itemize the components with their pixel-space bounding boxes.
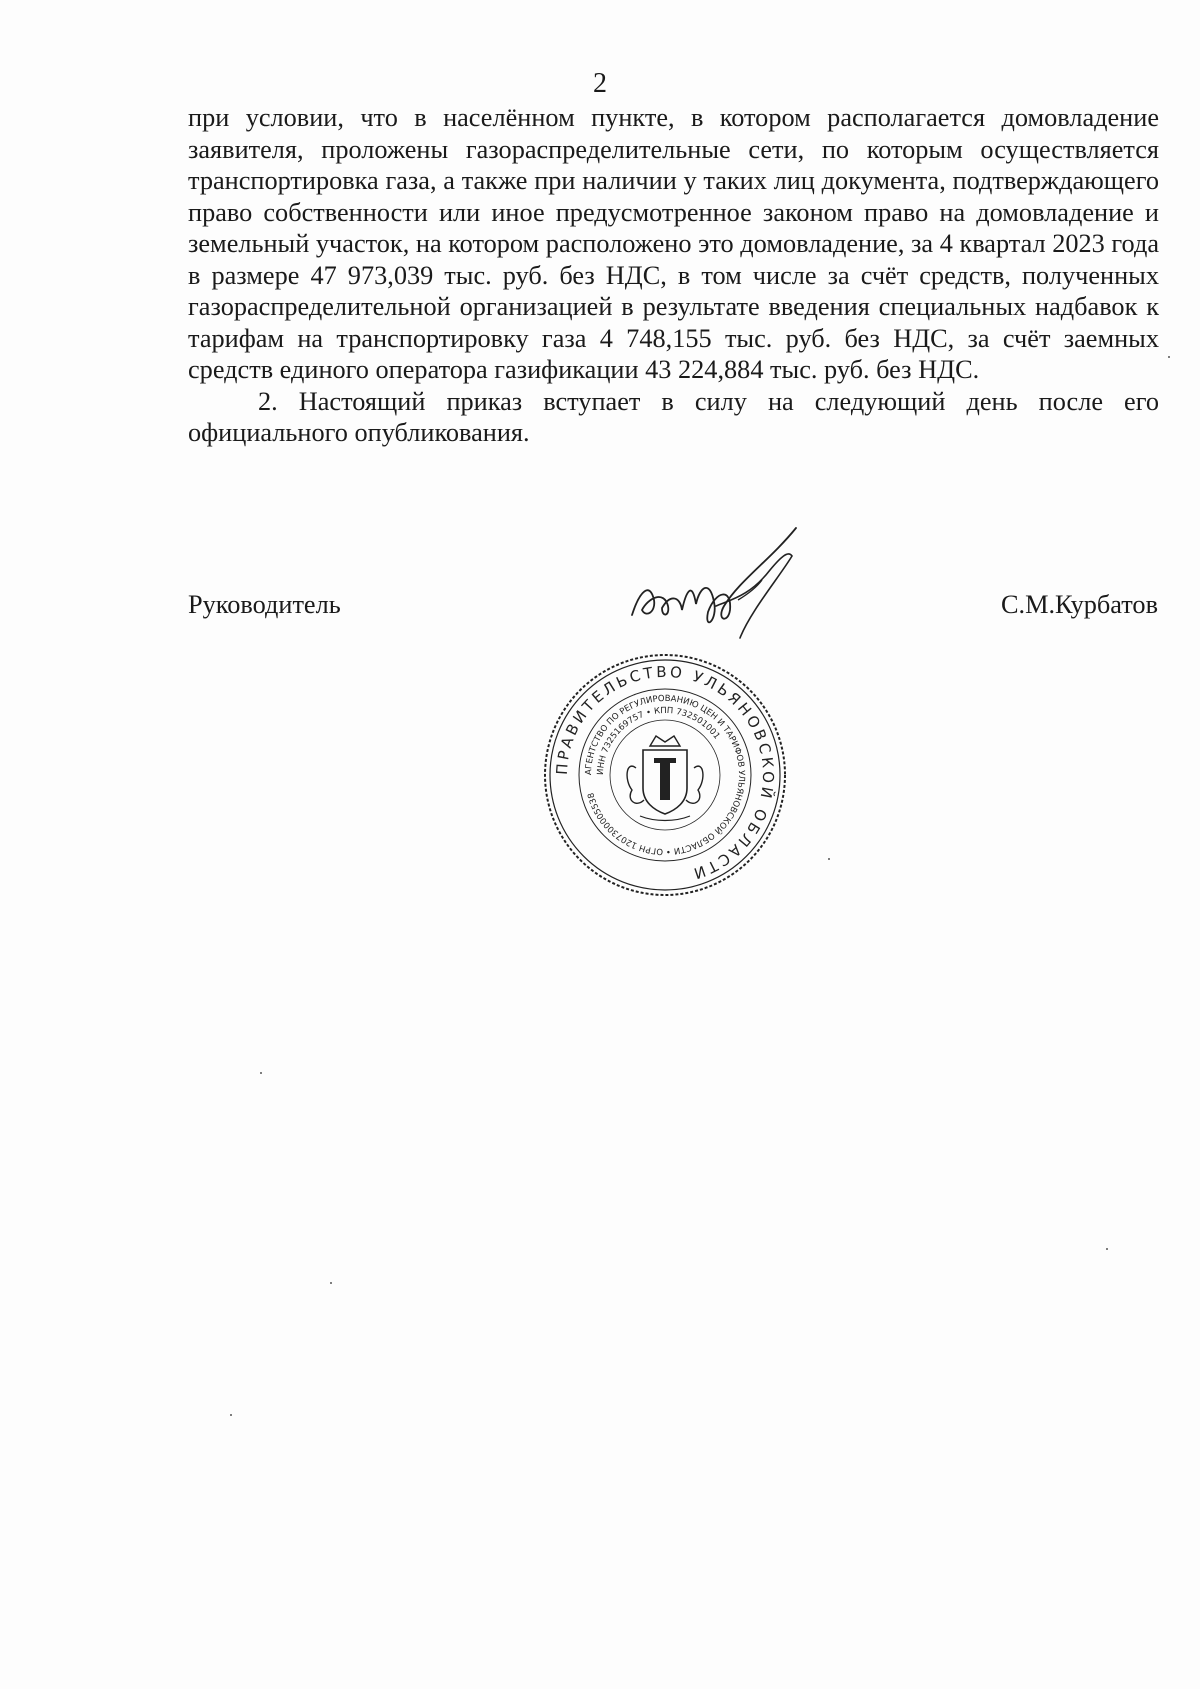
signatory-name: С.М.Курбатов xyxy=(1000,590,1158,619)
seal-outer-text: ПРАВИТЕЛЬСТВО УЛЬЯНОВСКОЙ ОБЛАСТИ xyxy=(552,662,778,884)
handwritten-signature xyxy=(620,520,880,660)
seal-inner-text: АГЕНТСТВО ПО РЕГУЛИРОВАНИЮ ЦЕН И ТАРИФОВ УЛЬЯНОВСКОЙ ОБЛАСТИ • ОГРН 1207300005538 xyxy=(583,693,747,857)
document-body xyxy=(188,102,1159,449)
scan-speck xyxy=(330,1282,332,1284)
paragraph-item-2: 2. Настоящий приказ вступает в силу на следующий день после его официального опубликования. xyxy=(188,386,1159,447)
coat-of-arms-icon xyxy=(627,736,703,821)
scan-speck xyxy=(230,1414,232,1416)
scan-speck xyxy=(828,858,830,860)
official-seal xyxy=(540,650,790,900)
signatory-title: Руководитель xyxy=(188,590,341,619)
scan-speck xyxy=(1168,356,1170,358)
scan-speck xyxy=(1106,1248,1108,1250)
scan-speck xyxy=(260,1072,262,1074)
page-number: 2 xyxy=(593,68,607,99)
paragraph-continuation: при условии, что в населённом пункте, в котором располагается домовладение заявителя, проложены газораспределительные сети, по которым осуществляется транспортировка газа, а также при наличии у таких лиц документа, подтверждающего право собственности или иное предусмотренное законом право на домовладение и земельный участок, на котором расположено это домовладение, за 4 квартал 2023 года в размере 47 973,039 тыс. руб. без НДС, в том числе за счёт средств, полученных газораспределительной организацией в результате введения специальных надбавок к тарифам на транспортировку газа 4 748,155 тыс. руб. без НДС, за счёт заемных средств единого оператора газификации 43 224,884 тыс. руб. без НДС. xyxy=(188,103,1159,384)
seal-codes-text: ИНН 7325169757 • КПП 732501001 xyxy=(595,705,722,776)
